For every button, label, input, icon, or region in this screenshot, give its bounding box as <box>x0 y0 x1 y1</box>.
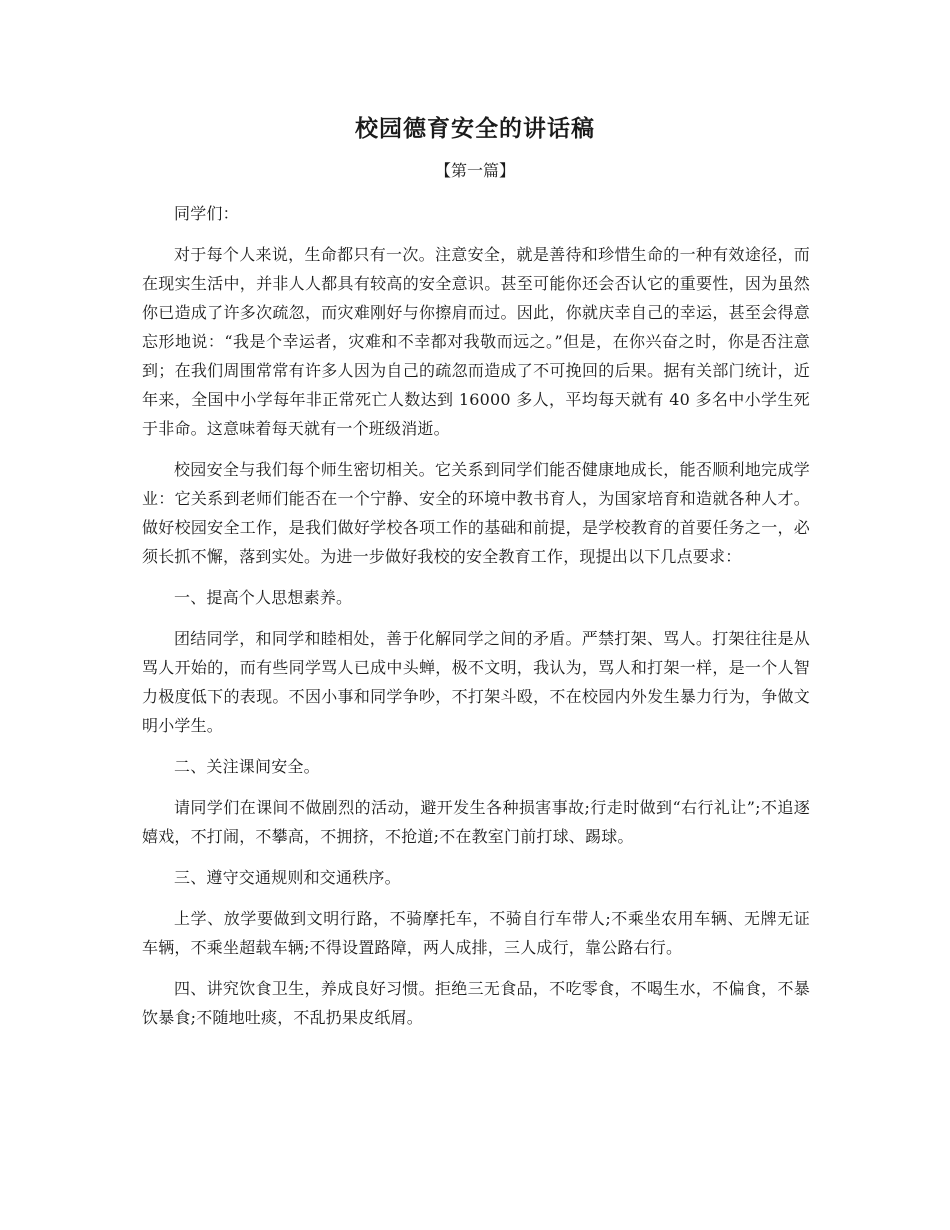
document-subtitle: 【第一篇】 <box>434 161 515 180</box>
body-paragraph: 四、讲究饮食卫生，养成良好习惯。拒绝三无食品，不吃零食，不喝生水，不偏食，不暴饮暴食;不随地吐痰，不乱扔果皮纸屑。 <box>142 979 810 1027</box>
section-heading: 二、关注课间安全。 <box>174 757 320 776</box>
body-paragraph: 团结同学，和同学和睦相处，善于化解同学之间的矛盾。严禁打架、骂人。打架往往是从骂人开始的，而有些同学骂人已成中头蝉，极不文明，我认为，骂人和打架一样，是一个人智力极度低下的表现。不因小事和同学争吵，不打架斗殴，不在校园内外发生暴力行为，争做文明小学生。 <box>142 629 810 735</box>
body-paragraph: 请同学们在课间不做剧烈的活动，避开发生各种损害事故;行走时做到“右行礼让”;不追逐嬉戏，不打闹，不攀高，不拥挤，不抢道;不在教室门前打球、踢球。 <box>142 798 810 846</box>
section-heading: 三、遵守交通规则和交通秩序。 <box>174 868 401 887</box>
greeting-paragraph: 同学们： <box>174 204 239 223</box>
body-paragraph: 校园安全与我们每个师生密切相关。它关系到同学们能否健康地成长，能否顺利地完成学业：它关系到老师们能否在一个宁静、安全的环境中教书育人，为国家培育和造就各种人才。做好校园安全工作，是我们做好学校各项工作的基础和前提，是学校教育的首要任务之一，必须长抓不懈，落到实处。为进一步做好我校的安全教育工作，现提出以下几点要求： <box>142 460 810 566</box>
body-paragraph: 上学、放学要做到文明行路，不骑摩托车，不骑自行车带人;不乘坐农用车辆、无牌无证车辆，不乘坐超载车辆;不得设置路障，两人成排，三人成行，靠公路右行。 <box>142 909 810 957</box>
document-body <box>142 199 810 1044</box>
section-heading: 一、提高个人思想素养。 <box>174 588 353 607</box>
document-title: 校园德育安全的讲话稿 <box>355 116 595 142</box>
body-paragraph: 对于每个人来说，生命都只有一次。注意安全，就是善待和珍惜生命的一种有效途径，而在现实生活中，并非人人都具有较高的安全意识。甚至可能你还会否认它的重要性，因为虽然你已造成了许多次疏忽，而灾难刚好与你擦肩而过。因此，你就庆幸自己的幸运，甚至会得意忘形地说：“我是个幸运者，灾难和不幸都对我敬而远之。”但是，在你兴奋之时，你是否注意到；在我们周围常常有许多人因为自己的疏忽而造成了不可挽回的后果。据有关部门统计，近年来，全国中小学每年非正常死亡人数达到 16000 多人，平均每天就有 40 多名中小学生死于非命。这意味着每天就有一个班级消逝。 <box>142 245 810 438</box>
